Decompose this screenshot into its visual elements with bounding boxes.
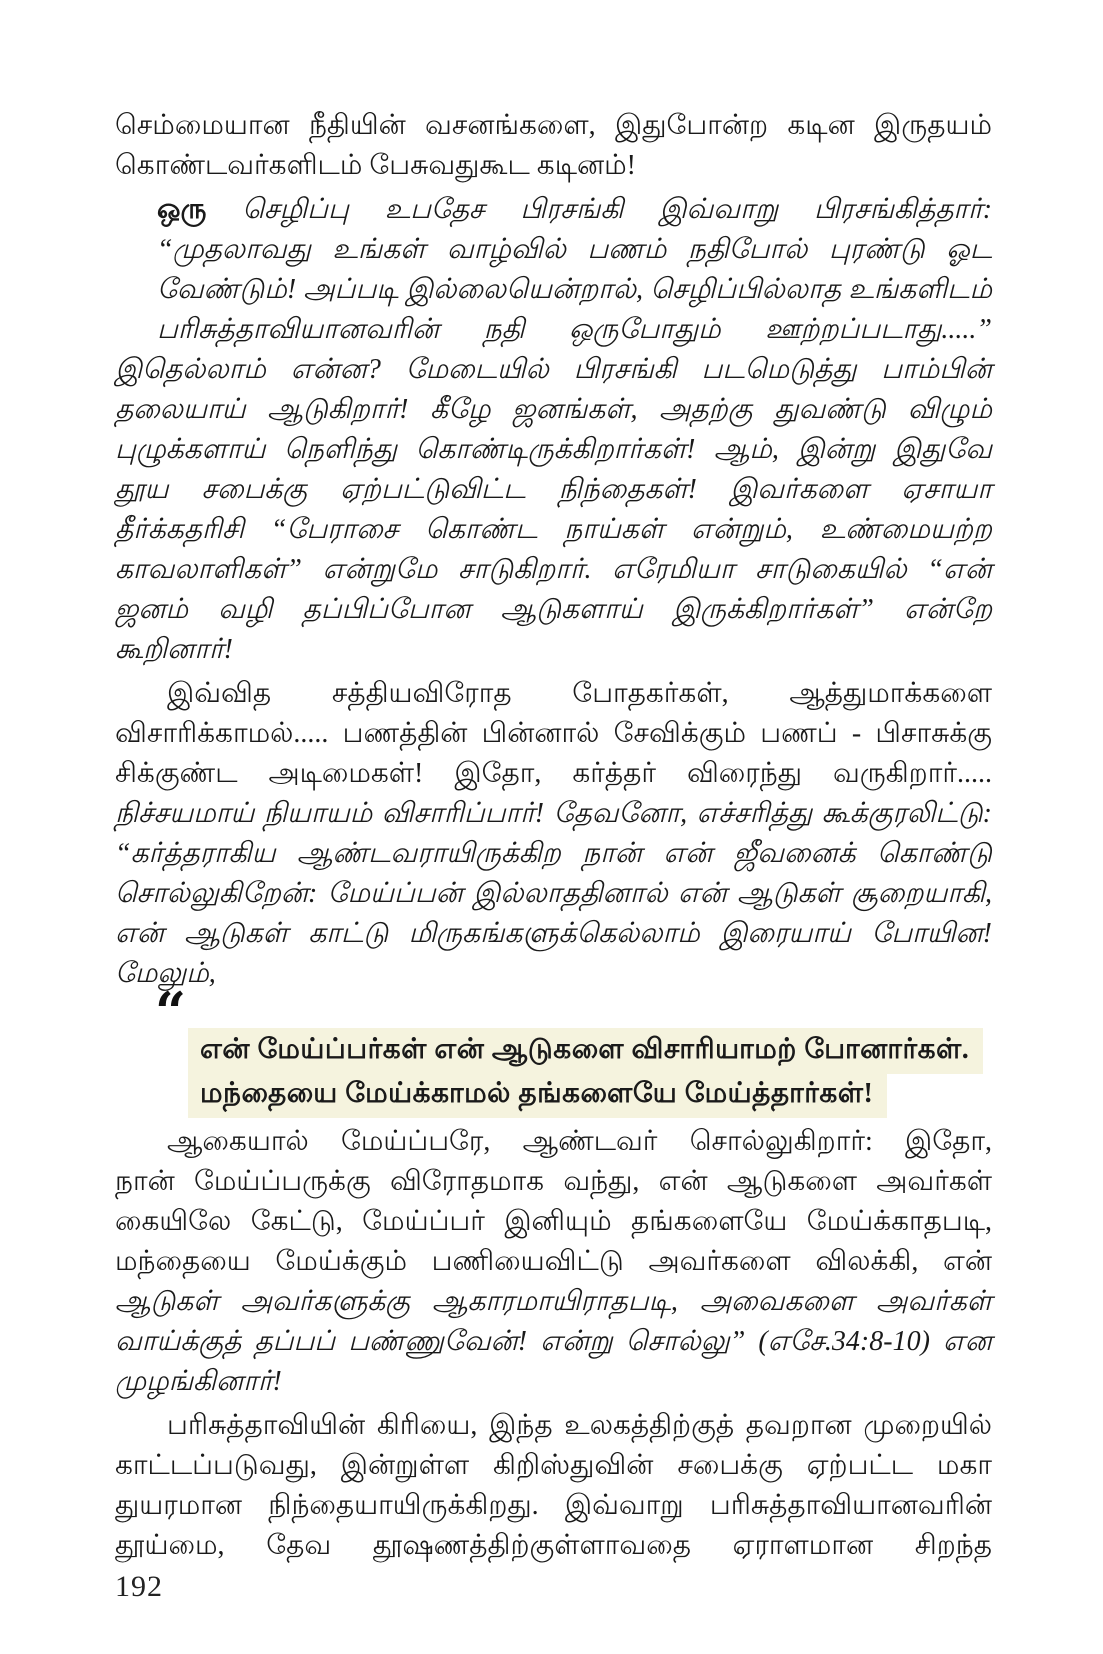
text-line: கொண்டவர்களிடம் பேசுவதுகூட கடினம்!	[115, 150, 636, 181]
text-line: நிச்சயமாய் நியாயம் விசாரிப்பார்! தேவனோ, எச்சரித்து கூக்குரலிட்டு:	[115, 798, 992, 829]
quote-mark-icon: “	[155, 980, 185, 1044]
text-line: கூறினார்!	[115, 634, 233, 665]
text-line: வேண்டும்! அப்படி இல்லையென்றால், செழிப்பில்லாத உங்களிடம்	[157, 274, 992, 305]
text-line: ஆகையால் மேய்ப்பரே, ஆண்டவர் சொல்லுகிறார்: இதோ,	[167, 1126, 992, 1157]
text-line: முழங்கினார்!	[115, 1366, 282, 1397]
text-line: இவ்வித சத்தியவிரோத போதகர்கள், ஆத்துமாக்களை	[167, 678, 992, 709]
text-line: புழுக்களாய் நெளிந்து கொண்டிருக்கிறார்கள்! ஆம், இன்று இதுவே	[115, 434, 992, 465]
text-line: தூய சபைக்கு ஏற்பட்டுவிட்ட நிந்தைகள்! இவர்களை ஏசாயா	[115, 474, 992, 505]
text-line: காவலாளிகள்” என்றுமே சாடுகிறார். எரேமியா சாடுகையில் “என்	[115, 554, 992, 585]
quote-line	[188, 1028, 992, 1072]
page-number: 192	[115, 1570, 163, 1603]
text-line: மந்தையை மேய்க்கும் பணியைவிட்டு அவர்களை விலக்கி, என்	[115, 1246, 992, 1277]
text-line: துயரமான நிந்தையாயிருக்கிறது. இவ்வாறு பரிசுத்தாவியானவரின்	[115, 1490, 992, 1521]
text-line: சிக்குண்ட அடிமைகள்! இதோ, கர்த்தர் விரைந்து வருகிறார்.....	[115, 758, 993, 789]
paragraph-4	[115, 1122, 992, 1402]
text-line: பரிசுத்தாவியின் கிரியை, இந்த உலகத்திற்குத் தவறான முறையில்	[167, 1410, 992, 1441]
text-line: என் ஆடுகள் காட்டு மிருகங்களுக்கெல்லாம் இரையாய் போயின!	[115, 918, 992, 949]
text-line: “முதலாவது உங்கள் வாழ்வில் பணம் நதிபோல் புரண்டு ஓட	[157, 234, 992, 265]
quote-line	[188, 1072, 992, 1116]
text-line: மேலும்,	[115, 958, 216, 989]
paragraph-2-sermon-quote	[115, 190, 992, 670]
text-line: இதெல்லாம் என்ன? மேடையில் பிரசங்கி படமெடுத்து பாம்பின்	[115, 354, 992, 385]
text-line: தலையாய் ஆடுகிறார்! கீழே ஜனங்கள், அதற்கு துவண்டு விழும்	[115, 394, 992, 425]
text-line: தீர்க்கதரிசி “பேராசை கொண்ட நாய்கள் என்றும், உண்மையற்ற	[115, 514, 992, 545]
text-line: ஜனம் வழி தப்பிப்போன ஆடுகளாய் இருக்கிறார்கள்” என்றே	[115, 594, 992, 625]
paragraph-5	[115, 1406, 992, 1566]
text-line: ஆடுகள் அவர்களுக்கு ஆகாரமாயிராதபடி, அவைகளை அவர்கள்	[115, 1286, 992, 1317]
text-line: செம்மையான நீதியின் வசனங்களை, இதுபோன்ற கடின இருதயம்	[115, 110, 992, 141]
text-line	[157, 190, 992, 230]
text-line: வாய்க்குத் தப்பப் பண்ணுவேன்! என்று சொல்லு” (எசே.34:8-10) என	[115, 1326, 992, 1357]
text-column	[115, 106, 992, 1604]
lead-word: ஒரு	[157, 194, 207, 225]
text-line: கையிலே கேட்டு, மேய்ப்பர் இனியும் தங்களையே மேய்க்காதபடி,	[115, 1206, 992, 1237]
text-line: பரிசுத்தாவியானவரின் நதி ஒருபோதும் ஊற்றப்படாது.....”	[157, 314, 992, 345]
text-line: “கர்த்தராகிய ஆண்டவராயிருக்கிற நான் என் ஜீவனைக் கொண்டு	[115, 838, 992, 869]
pull-quote	[155, 980, 992, 1116]
text-line: நான் மேய்ப்பருக்கு விரோதமாக வந்து, என் ஆடுகளை அவர்கள்	[115, 1166, 992, 1197]
text-run: செழிப்பு உபதேச பிரசங்கி இவ்வாறு பிரசங்கித்தார்:	[242, 194, 993, 225]
highlighted-text: மந்தையை மேய்க்காமல் தங்களையே மேய்த்தார்கள்!	[188, 1072, 887, 1118]
paragraph-1	[115, 106, 992, 186]
highlighted-text: என் மேய்ப்பர்கள் என் ஆடுகளை விசாரியாமற் போனார்கள்.	[188, 1028, 983, 1074]
text-line: சொல்லுகிறேன்: மேய்ப்பன் இல்லாததினால் என் ஆடுகள் சூறையாகி,	[115, 878, 992, 909]
paragraph-3	[115, 674, 992, 994]
text-line: விசாரிக்காமல்..... பணத்தின் பின்னால் சேவிக்கும் பணப் - பிசாசுக்கு	[115, 718, 992, 749]
text-line: காட்டப்படுவது, இன்றுள்ள கிறிஸ்துவின் சபைக்கு ஏற்பட்ட மகா	[115, 1450, 992, 1481]
text-line: தூய்மை, தேவ தூஷணத்திற்குள்ளாவதை ஏராளமான சிறந்த	[115, 1530, 992, 1561]
